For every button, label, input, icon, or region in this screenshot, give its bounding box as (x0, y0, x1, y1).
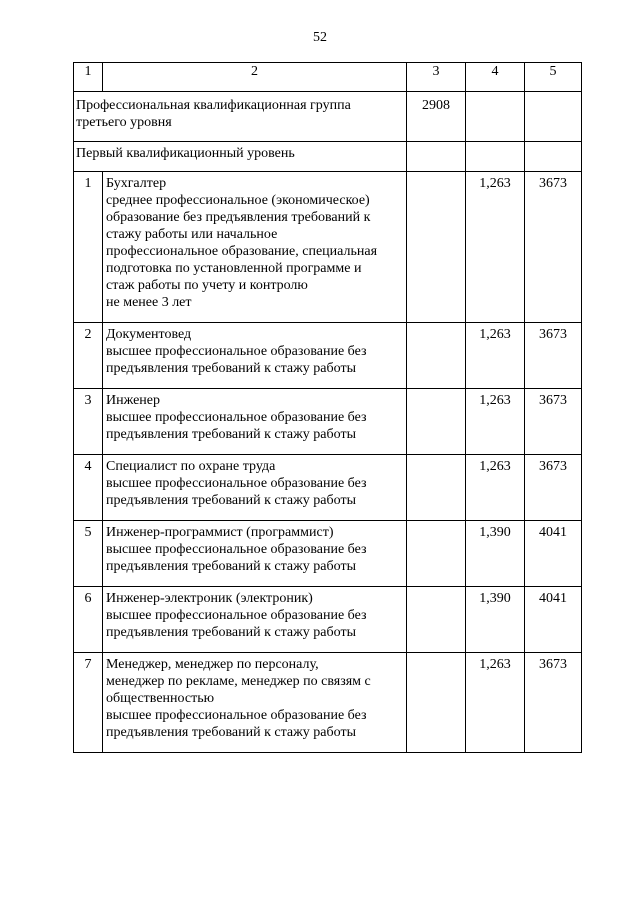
empty-cell (407, 323, 466, 389)
position-description (103, 323, 407, 389)
coefficient: 1,390 (466, 521, 525, 587)
table-row (74, 323, 582, 389)
requirement-line: предъявления требований к стажу работы (106, 625, 356, 640)
position-title: Специалист по охране труда (106, 459, 276, 474)
table-row (74, 521, 582, 587)
empty-cell (525, 92, 582, 142)
requirement-line: стаж работы по учету и контролю (106, 278, 308, 293)
column-header-4: 4 (466, 63, 525, 92)
requirement-line: предъявления требований к стажу работы (106, 559, 356, 574)
row-number: 7 (74, 653, 103, 753)
salary: 4041 (525, 521, 582, 587)
empty-cell (407, 142, 466, 172)
table-row (74, 172, 582, 323)
column-header-1: 1 (74, 63, 103, 92)
table-row (74, 389, 582, 455)
requirement-line: предъявления требований к стажу работы (106, 493, 356, 508)
coefficient: 1,263 (466, 172, 525, 323)
requirement-line: среднее профессиональное (экономическое) (106, 193, 370, 208)
requirement-line: высшее профессиональное образование без (106, 542, 367, 557)
position-description (103, 521, 407, 587)
row-number: 2 (74, 323, 103, 389)
requirement-line: образование без предъявления требований к (106, 210, 371, 225)
position-description (103, 172, 407, 323)
group-title-line: третьего уровня (76, 115, 172, 130)
empty-cell (407, 521, 466, 587)
requirement-line: высшее профессиональное образование без (106, 410, 367, 425)
requirement-line: менеджер по рекламе, менеджер по связям с (106, 674, 371, 689)
position-title: Менеджер, менеджер по персоналу, (106, 657, 319, 672)
page-number: 52 (313, 30, 327, 45)
requirement-line: предъявления требований к стажу работы (106, 427, 356, 442)
table-row (74, 587, 582, 653)
salary: 3673 (525, 323, 582, 389)
row-number: 4 (74, 455, 103, 521)
requirement-line: профессиональное образование, специальная (106, 244, 378, 259)
requirement-line: высшее профессиональное образование без (106, 344, 367, 359)
level-row (74, 142, 582, 172)
requirement-line: общественностью (106, 691, 215, 706)
requirement-line: стажу работы или начальное (106, 227, 278, 242)
column-header-3: 3 (407, 63, 466, 92)
column-header-2: 2 (103, 63, 407, 92)
salary: 3673 (525, 172, 582, 323)
salary: 3673 (525, 389, 582, 455)
position-title: Документовед (106, 327, 192, 342)
position-title: Бухгалтер (106, 176, 167, 191)
requirement-line: высшее профессиональное образование без (106, 476, 367, 491)
empty-cell (466, 142, 525, 172)
requirement-line: подготовка по установленной программе и (106, 261, 362, 276)
empty-cell (407, 653, 466, 753)
empty-cell (407, 172, 466, 323)
row-number: 1 (74, 172, 103, 323)
table-row (74, 455, 582, 521)
column-number-row (74, 63, 582, 92)
position-title: Инженер-программист (программист) (106, 525, 334, 540)
empty-cell (407, 389, 466, 455)
position-description (103, 587, 407, 653)
row-number: 6 (74, 587, 103, 653)
requirement-line: высшее профессиональное образование без (106, 708, 367, 723)
coefficient: 1,390 (466, 587, 525, 653)
coefficient: 1,263 (466, 323, 525, 389)
level-title: Первый квалификационный уровень (74, 142, 407, 172)
empty-cell (407, 455, 466, 521)
qualification-table (73, 62, 582, 753)
group-code: 2908 (407, 92, 466, 142)
salary: 4041 (525, 587, 582, 653)
row-number: 3 (74, 389, 103, 455)
coefficient: 1,263 (466, 455, 525, 521)
table-row (74, 653, 582, 753)
coefficient: 1,263 (466, 389, 525, 455)
column-header-5: 5 (525, 63, 582, 92)
requirement-line: высшее профессиональное образование без (106, 608, 367, 623)
salary: 3673 (525, 455, 582, 521)
position-title: Инженер-электроник (электроник) (106, 591, 313, 606)
position-description (103, 653, 407, 753)
row-number: 5 (74, 521, 103, 587)
requirement-line: не менее 3 лет (106, 295, 192, 310)
requirement-line: предъявления требований к стажу работы (106, 725, 356, 740)
empty-cell (525, 142, 582, 172)
requirement-line: предъявления требований к стажу работы (106, 361, 356, 376)
group-title (74, 92, 407, 142)
group-title-line: Профессиональная квалификационная группа (76, 98, 351, 113)
position-description (103, 455, 407, 521)
salary: 3673 (525, 653, 582, 753)
position-title: Инженер (106, 393, 161, 408)
empty-cell (407, 587, 466, 653)
group-row (74, 92, 582, 142)
coefficient: 1,263 (466, 653, 525, 753)
position-description (103, 389, 407, 455)
empty-cell (466, 92, 525, 142)
